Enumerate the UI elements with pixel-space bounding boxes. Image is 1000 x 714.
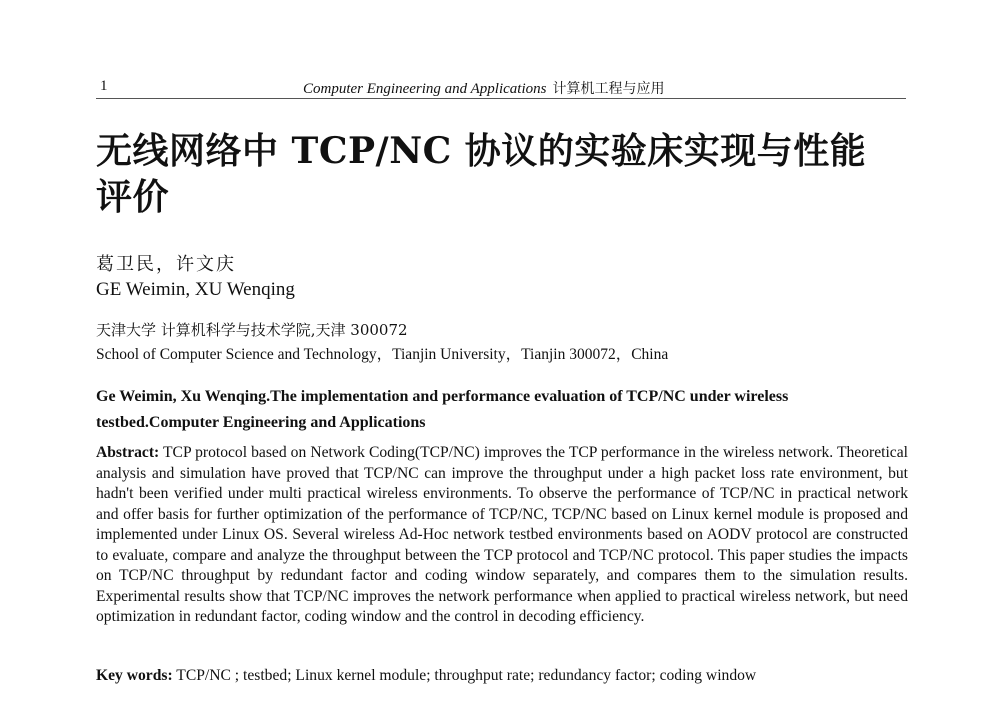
abstract — [96, 443, 908, 628]
running-header — [96, 76, 906, 99]
affiliation-chinese: 天津大学 计算机科学与技术学院,天津 300072 — [96, 321, 408, 339]
keywords-text: TCP/NC ; testbed; Linux kernel module; throughput rate; redundancy factor; coding window — [176, 667, 757, 684]
journal-name-en: Computer Engineering and Applications — [303, 81, 547, 97]
keywords-label: Key words: — [96, 667, 173, 684]
affiliation-english: School of Computer Science and Technology，Tianjin University，Tianjin 300072，China — [96, 346, 669, 363]
journal-name-cn: 计算机工程与应用 — [552, 81, 665, 97]
authors-chinese: 葛卫民，许文庆 — [96, 254, 236, 275]
page-number: 1 — [100, 78, 108, 94]
citation: Ge Weimin, Xu Wenqing.The implementation and performance evaluation of TCP/NC under wireless testbed.Computer Engineering and Applications — [96, 388, 789, 431]
abstract-label: Abstract: — [96, 444, 160, 461]
keywords — [96, 666, 908, 687]
paper-title: 无线网络中 TCP/NC 协议的实验床实现与性能评价 — [96, 130, 867, 218]
authors-english: GE Weimin, XU Wenqing — [96, 279, 295, 300]
paper-page — [96, 0, 908, 714]
journal-name — [303, 78, 664, 98]
abstract-text: TCP protocol based on Network Coding(TCP/NC) improves the TCP performance in the wireless network. Theoretical analysis and simulation have proved that TCP/NC can improve the throughput under a high packet loss rate environment, but hadn't been verified under multi practical wireless environments. To observe the performance of TCP/NC in practical network and offer basis for further optimization of the performance of TCP/NC, TCP/NC based on Linux kernel module is proposed and implemented under Linux OS. Several wireless Ad-Hoc network testbed environments based on AODV protocol are constructed to evaluate, compare and analyze the throughput between the TCP protocol and TCP/NC protocol. This paper studies the impacts on TCP/NC throughput by redundant factor and coding window separately, and compares them to the simulation results. Experimental results show that TCP/NC improves the network performance when applied to practical wireless network, but need optimization in redundant factor, coding window and the control in decoding efficiency. — [96, 444, 908, 625]
